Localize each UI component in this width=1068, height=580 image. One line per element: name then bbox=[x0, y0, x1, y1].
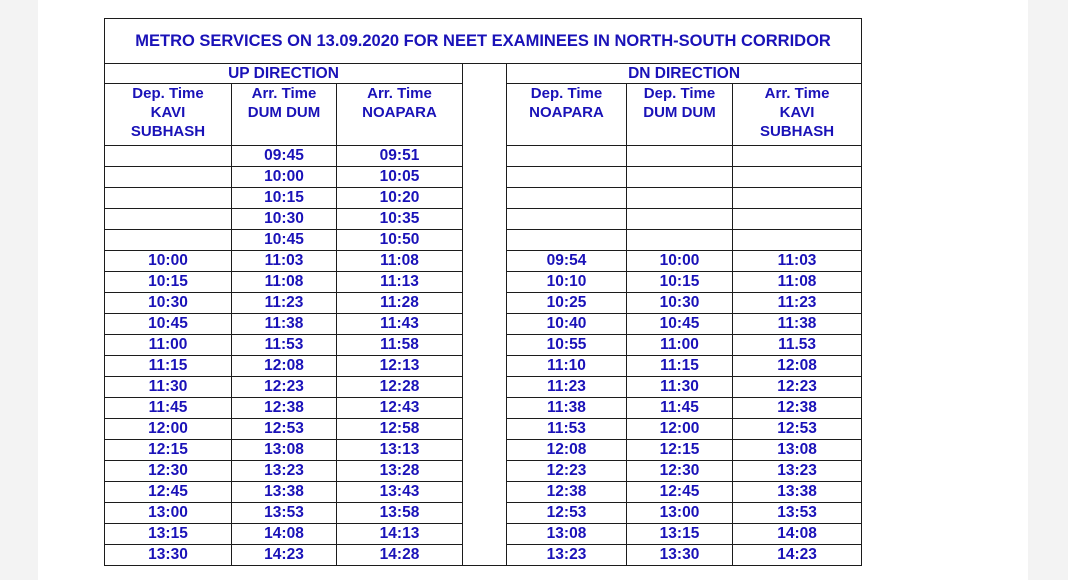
direction-divider bbox=[463, 64, 507, 566]
cell-dn-dep-dum-dum: 12:00 bbox=[627, 419, 733, 440]
cell-up-dep-kavi-subhash bbox=[105, 209, 232, 230]
cell-up-arr-noapara: 14:28 bbox=[337, 545, 463, 566]
cell-dn-dep-noapara: 10:40 bbox=[507, 314, 627, 335]
cell-up-dep-kavi-subhash: 11:00 bbox=[105, 335, 232, 356]
cell-dn-arr-kavi-subhash bbox=[733, 209, 862, 230]
up-col-dep-kavi-subhash: Dep. Time KAVI SUBHASH bbox=[105, 84, 232, 146]
cell-dn-dep-dum-dum: 11:15 bbox=[627, 356, 733, 377]
cell-dn-dep-dum-dum: 12:15 bbox=[627, 440, 733, 461]
cell-up-dep-kavi-subhash bbox=[105, 146, 232, 167]
cell-dn-dep-noapara: 12:38 bbox=[507, 482, 627, 503]
cell-up-arr-dum-dum: 11:08 bbox=[232, 272, 337, 293]
cell-up-dep-kavi-subhash: 10:45 bbox=[105, 314, 232, 335]
cell-dn-dep-dum-dum: 12:30 bbox=[627, 461, 733, 482]
cell-up-arr-noapara: 12:13 bbox=[337, 356, 463, 377]
table-title: METRO SERVICES ON 13.09.2020 FOR NEET EXAMINEES IN NORTH-SOUTH CORRIDOR bbox=[105, 19, 862, 64]
cell-dn-dep-dum-dum bbox=[627, 230, 733, 251]
cell-dn-dep-dum-dum: 10:45 bbox=[627, 314, 733, 335]
cell-up-arr-dum-dum: 13:53 bbox=[232, 503, 337, 524]
cell-dn-dep-noapara: 09:54 bbox=[507, 251, 627, 272]
cell-dn-arr-kavi-subhash: 13:23 bbox=[733, 461, 862, 482]
cell-dn-arr-kavi-subhash: 13:08 bbox=[733, 440, 862, 461]
cell-up-arr-dum-dum: 11:38 bbox=[232, 314, 337, 335]
cell-up-arr-noapara: 11:58 bbox=[337, 335, 463, 356]
cell-up-arr-dum-dum: 11:03 bbox=[232, 251, 337, 272]
cell-up-dep-kavi-subhash: 12:15 bbox=[105, 440, 232, 461]
dn-col-dep-noapara: Dep. Time NOAPARA bbox=[507, 84, 627, 146]
cell-up-arr-noapara: 11:43 bbox=[337, 314, 463, 335]
cell-up-arr-noapara: 11:08 bbox=[337, 251, 463, 272]
cell-up-dep-kavi-subhash: 12:00 bbox=[105, 419, 232, 440]
cell-up-dep-kavi-subhash: 11:15 bbox=[105, 356, 232, 377]
cell-dn-arr-kavi-subhash: 14:08 bbox=[733, 524, 862, 545]
document-page bbox=[38, 0, 1028, 580]
cell-up-arr-noapara: 10:50 bbox=[337, 230, 463, 251]
cell-dn-dep-dum-dum bbox=[627, 188, 733, 209]
cell-up-dep-kavi-subhash: 12:30 bbox=[105, 461, 232, 482]
cell-dn-dep-noapara: 11:53 bbox=[507, 419, 627, 440]
cell-up-arr-noapara: 12:58 bbox=[337, 419, 463, 440]
up-direction-header: UP DIRECTION bbox=[105, 64, 463, 84]
cell-up-dep-kavi-subhash: 11:30 bbox=[105, 377, 232, 398]
cell-dn-dep-dum-dum: 13:00 bbox=[627, 503, 733, 524]
cell-dn-dep-dum-dum: 13:15 bbox=[627, 524, 733, 545]
cell-dn-dep-noapara: 10:25 bbox=[507, 293, 627, 314]
cell-up-dep-kavi-subhash: 11:45 bbox=[105, 398, 232, 419]
cell-dn-dep-noapara: 12:53 bbox=[507, 503, 627, 524]
cell-up-arr-dum-dum: 09:45 bbox=[232, 146, 337, 167]
cell-dn-arr-kavi-subhash: 12:23 bbox=[733, 377, 862, 398]
cell-up-arr-dum-dum: 10:45 bbox=[232, 230, 337, 251]
cell-dn-dep-noapara bbox=[507, 146, 627, 167]
cell-dn-dep-dum-dum bbox=[627, 209, 733, 230]
up-col-arr-noapara: Arr. Time NOAPARA bbox=[337, 84, 463, 146]
cell-dn-arr-kavi-subhash: 11:08 bbox=[733, 272, 862, 293]
cell-dn-arr-kavi-subhash: 13:38 bbox=[733, 482, 862, 503]
cell-dn-dep-noapara bbox=[507, 167, 627, 188]
cell-dn-arr-kavi-subhash bbox=[733, 188, 862, 209]
cell-up-arr-dum-dum: 10:15 bbox=[232, 188, 337, 209]
cell-dn-dep-dum-dum: 11:45 bbox=[627, 398, 733, 419]
cell-up-arr-noapara: 09:51 bbox=[337, 146, 463, 167]
cell-dn-dep-dum-dum: 10:00 bbox=[627, 251, 733, 272]
cell-dn-arr-kavi-subhash: 11:38 bbox=[733, 314, 862, 335]
cell-dn-dep-noapara: 11:38 bbox=[507, 398, 627, 419]
cell-up-dep-kavi-subhash: 10:30 bbox=[105, 293, 232, 314]
cell-dn-dep-noapara: 10:10 bbox=[507, 272, 627, 293]
cell-dn-dep-dum-dum: 11:30 bbox=[627, 377, 733, 398]
cell-dn-dep-dum-dum: 11:00 bbox=[627, 335, 733, 356]
cell-up-dep-kavi-subhash: 13:30 bbox=[105, 545, 232, 566]
cell-up-arr-noapara: 10:35 bbox=[337, 209, 463, 230]
cell-up-arr-noapara: 12:28 bbox=[337, 377, 463, 398]
cell-up-arr-dum-dum: 13:23 bbox=[232, 461, 337, 482]
cell-dn-dep-noapara: 13:23 bbox=[507, 545, 627, 566]
cell-dn-arr-kavi-subhash: 12:38 bbox=[733, 398, 862, 419]
cell-up-arr-dum-dum: 10:30 bbox=[232, 209, 337, 230]
cell-up-dep-kavi-subhash: 10:15 bbox=[105, 272, 232, 293]
cell-dn-dep-dum-dum bbox=[627, 167, 733, 188]
cell-dn-dep-noapara: 12:23 bbox=[507, 461, 627, 482]
cell-up-dep-kavi-subhash bbox=[105, 167, 232, 188]
cell-dn-dep-dum-dum: 12:45 bbox=[627, 482, 733, 503]
cell-dn-dep-dum-dum: 13:30 bbox=[627, 545, 733, 566]
dn-col-arr-kavi-subhash: Arr. Time KAVI SUBHASH bbox=[733, 84, 862, 146]
cell-up-dep-kavi-subhash: 10:00 bbox=[105, 251, 232, 272]
cell-up-arr-dum-dum: 11:23 bbox=[232, 293, 337, 314]
cell-up-arr-noapara: 13:58 bbox=[337, 503, 463, 524]
cell-dn-dep-dum-dum: 10:15 bbox=[627, 272, 733, 293]
cell-dn-arr-kavi-subhash: 14:23 bbox=[733, 545, 862, 566]
cell-dn-dep-noapara bbox=[507, 230, 627, 251]
cell-up-arr-dum-dum: 10:00 bbox=[232, 167, 337, 188]
cell-up-dep-kavi-subhash bbox=[105, 188, 232, 209]
cell-dn-arr-kavi-subhash: 12:53 bbox=[733, 419, 862, 440]
cell-up-dep-kavi-subhash: 13:00 bbox=[105, 503, 232, 524]
cell-dn-dep-noapara: 10:55 bbox=[507, 335, 627, 356]
cell-up-dep-kavi-subhash: 12:45 bbox=[105, 482, 232, 503]
cell-up-arr-dum-dum: 12:23 bbox=[232, 377, 337, 398]
cell-dn-dep-noapara: 11:23 bbox=[507, 377, 627, 398]
cell-up-arr-noapara: 12:43 bbox=[337, 398, 463, 419]
cell-dn-dep-noapara bbox=[507, 209, 627, 230]
cell-dn-arr-kavi-subhash bbox=[733, 146, 862, 167]
cell-dn-dep-noapara: 13:08 bbox=[507, 524, 627, 545]
cell-dn-dep-noapara bbox=[507, 188, 627, 209]
cell-dn-arr-kavi-subhash bbox=[733, 167, 862, 188]
cell-up-dep-kavi-subhash: 13:15 bbox=[105, 524, 232, 545]
dn-col-dep-dum-dum: Dep. Time DUM DUM bbox=[627, 84, 733, 146]
cell-up-arr-noapara: 13:13 bbox=[337, 440, 463, 461]
cell-up-arr-noapara: 11:28 bbox=[337, 293, 463, 314]
cell-up-dep-kavi-subhash bbox=[105, 230, 232, 251]
cell-dn-arr-kavi-subhash: 11:23 bbox=[733, 293, 862, 314]
cell-dn-dep-noapara: 11:10 bbox=[507, 356, 627, 377]
cell-up-arr-dum-dum: 13:38 bbox=[232, 482, 337, 503]
cell-up-arr-dum-dum: 14:08 bbox=[232, 524, 337, 545]
cell-up-arr-noapara: 10:05 bbox=[337, 167, 463, 188]
cell-dn-arr-kavi-subhash: 13:53 bbox=[733, 503, 862, 524]
cell-up-arr-dum-dum: 12:53 bbox=[232, 419, 337, 440]
up-col-arr-dum-dum: Arr. Time DUM DUM bbox=[232, 84, 337, 146]
cell-up-arr-dum-dum: 12:08 bbox=[232, 356, 337, 377]
cell-up-arr-noapara: 13:43 bbox=[337, 482, 463, 503]
cell-up-arr-noapara: 13:28 bbox=[337, 461, 463, 482]
cell-up-arr-dum-dum: 11:53 bbox=[232, 335, 337, 356]
cell-up-arr-dum-dum: 14:23 bbox=[232, 545, 337, 566]
cell-dn-dep-noapara: 12:08 bbox=[507, 440, 627, 461]
cell-dn-arr-kavi-subhash: 12:08 bbox=[733, 356, 862, 377]
cell-up-arr-dum-dum: 12:38 bbox=[232, 398, 337, 419]
cell-up-arr-dum-dum: 13:08 bbox=[232, 440, 337, 461]
dn-direction-header: DN DIRECTION bbox=[507, 64, 862, 84]
cell-up-arr-noapara: 14:13 bbox=[337, 524, 463, 545]
cell-dn-arr-kavi-subhash bbox=[733, 230, 862, 251]
timetable bbox=[104, 18, 862, 566]
cell-up-arr-noapara: 10:20 bbox=[337, 188, 463, 209]
cell-dn-dep-dum-dum bbox=[627, 146, 733, 167]
cell-dn-arr-kavi-subhash: 11:03 bbox=[733, 251, 862, 272]
cell-dn-dep-dum-dum: 10:30 bbox=[627, 293, 733, 314]
cell-up-arr-noapara: 11:13 bbox=[337, 272, 463, 293]
cell-dn-arr-kavi-subhash: 11.53 bbox=[733, 335, 862, 356]
